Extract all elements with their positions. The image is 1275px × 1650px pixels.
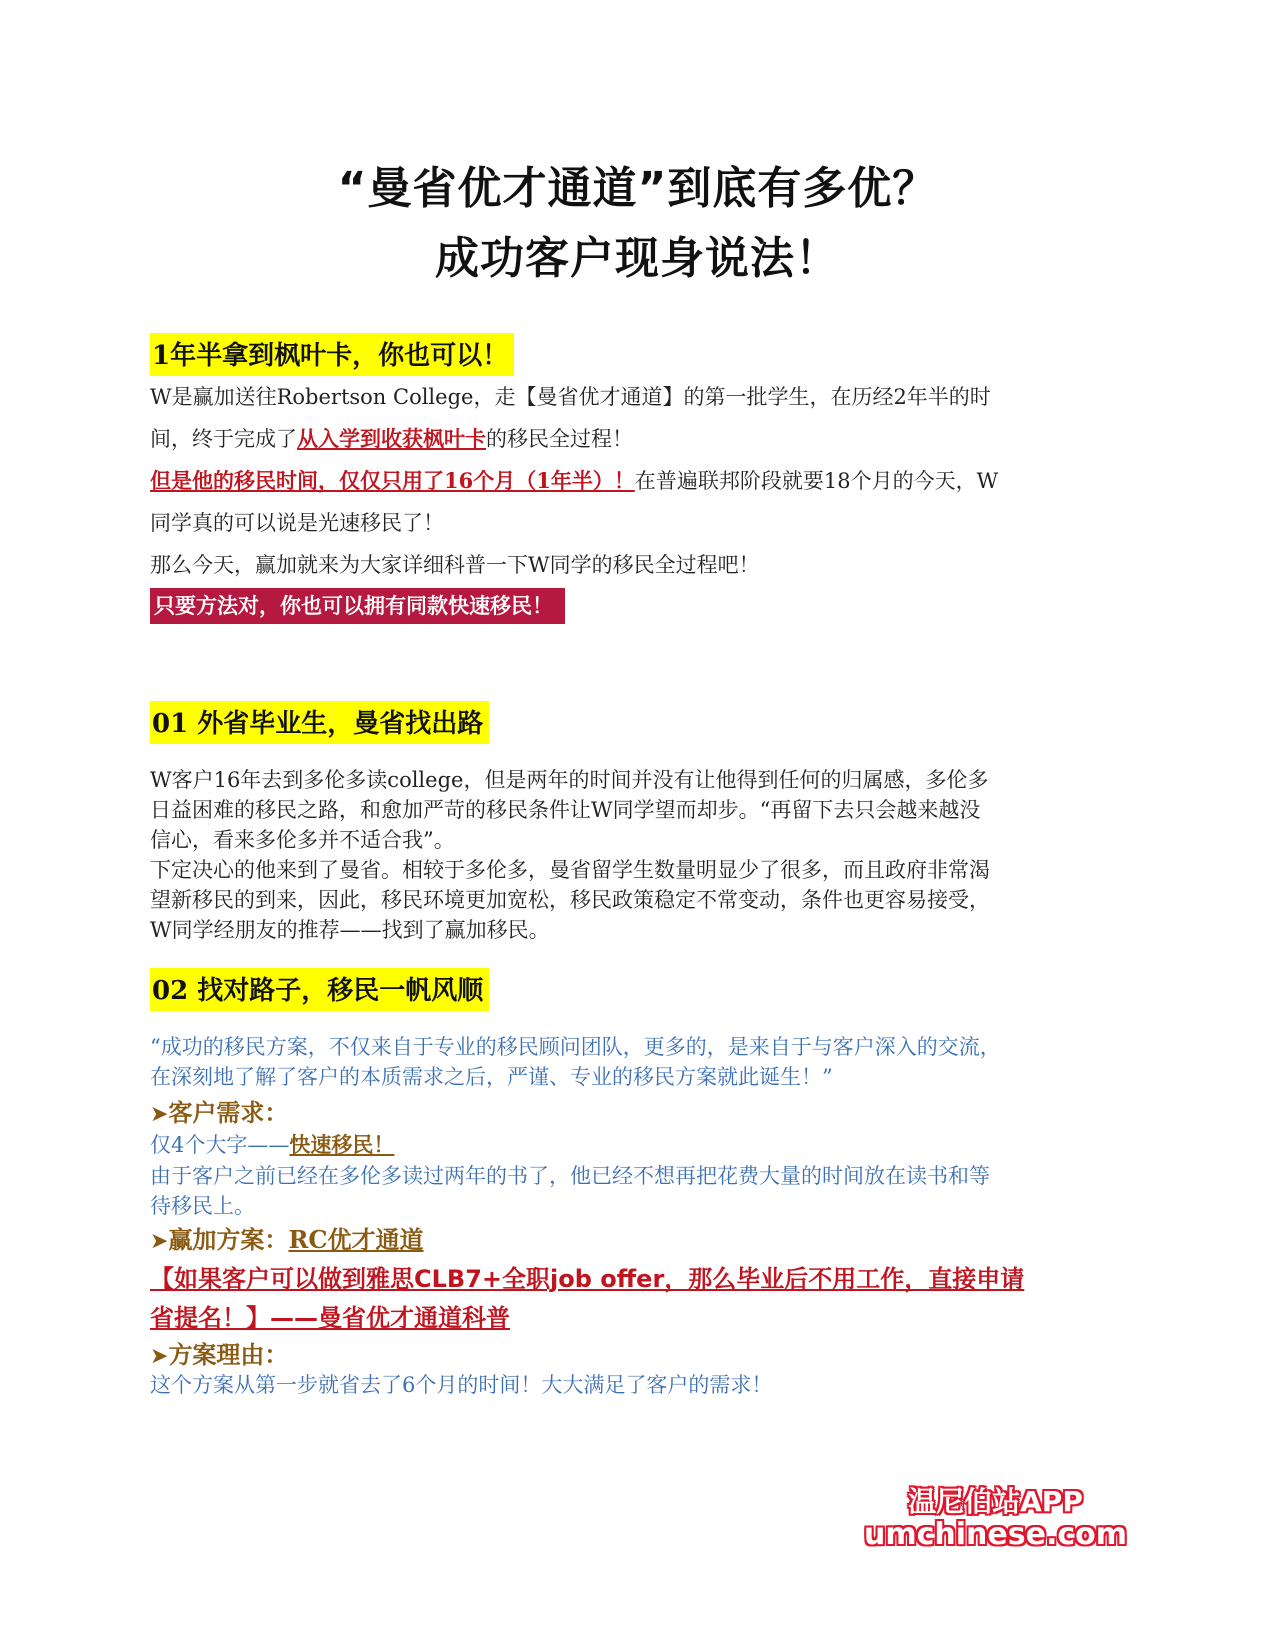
plan-red-line-2: 省提名！】——曼省优才通道科普	[150, 1304, 510, 1332]
client-need-line-2: 由于客户之前已经在多伦多读过两年的书了，他已经不想再把花费大量的时间放在读书和等	[150, 1164, 990, 1188]
quote-line-2: 在深刻地了解了客户的本质需求之后，严谨、专业的移民方案就此诞生！”	[150, 1065, 833, 1089]
plan-heading	[150, 1220, 423, 1255]
client-need-heading	[150, 1093, 288, 1128]
section-heading-02: 02 找对路子，移民一帆风顺	[150, 968, 489, 1011]
page-title-line-1: “曼省优才通道”到底有多优？	[337, 163, 938, 214]
section1-line-6: W同学经朋友的推荐——找到了赢加移民。	[150, 918, 550, 942]
intro-text-b: 的移民全过程！	[486, 427, 633, 451]
section-heading-01: 01 外省毕业生，曼省找出路	[150, 701, 489, 744]
client-need-line-3: 待移民上。	[150, 1194, 255, 1218]
plan-label: 赢加方案：	[168, 1225, 289, 1254]
client-need-emphasis: 快速移民！	[289, 1132, 395, 1157]
reason-label: 方案理由：	[168, 1340, 289, 1369]
section-heading-intro: 1年半拿到枫叶卡，你也可以！	[150, 333, 514, 376]
section1-line-4: 下定决心的他来到了曼省。相较于多伦多，曼省留学生数量明显少了很多，而且政府非常渴	[150, 858, 990, 882]
arrow-icon: ➤	[150, 1102, 169, 1127]
section1-line-2: 日益困难的移民之路，和愈加严苛的移民条件让W同学望而却步。“再留下去只会越来越没	[150, 798, 981, 822]
intro-text-a: 间，终于完成了	[150, 427, 297, 451]
intro-red-emphasis: 但是他的移民时间，仅仅只用了16个月（1年半）！	[150, 468, 635, 493]
section1-line-3: 信心，看来多伦多并不适合我”。	[150, 828, 455, 852]
arrow-icon: ➤	[150, 1229, 169, 1254]
section1-line-1: W客户16年去到多伦多读college，但是两年的时间并没有让他得到任何的归属感，多伦多	[150, 768, 989, 792]
plan-red-line-1: 【如果客户可以做到雅思CLB7+全职job offer，那么毕业后不用工作，直接申请	[150, 1265, 1025, 1293]
client-need-line-1	[150, 1129, 394, 1159]
section1-line-5: 望新移民的到来，因此，移民环境更加宽松，移民政策稳定不常变动，条件也更容易接受，	[150, 888, 990, 912]
intro-text-c: 在普遍联邦阶段就要18个月的今天，W	[634, 469, 999, 493]
arrow-icon: ➤	[150, 1344, 169, 1369]
intro-paragraph-line-4: 同学真的可以说是光速移民了！	[150, 511, 444, 535]
page-title-line-2: 成功客户现身说法！	[435, 233, 840, 284]
reason-heading	[150, 1335, 288, 1370]
quote-line-1: “成功的移民方案，不仅来自于专业的移民顾问团队，更多的，是来自于与客户深入的交流，	[150, 1035, 1001, 1059]
intro-paragraph-line-5: 那么今天，赢加就来为大家详细科普一下W同学的移民全过程吧！	[150, 553, 760, 577]
watermark-app-name: 温尼伯站APP	[908, 1485, 1083, 1518]
intro-paragraph-line-1: W是赢加送往Robertson College，走【曼省优才通道】的第一批学生，在历经2年半的时	[150, 385, 991, 409]
watermark-domain: umchinese.com	[864, 1517, 1127, 1553]
intro-paragraph-line-2	[150, 423, 633, 453]
reason-line: 这个方案从第一步就省去了6个月的时间！大大满足了客户的需求！	[150, 1373, 773, 1397]
intro-banner: 只要方法对，你也可以拥有同款快速移民！	[150, 588, 565, 624]
watermark-logo	[864, 1486, 1127, 1553]
client-need-text: 仅4个大字——	[150, 1133, 290, 1157]
client-need-label: 客户需求：	[168, 1098, 289, 1127]
plan-link: RC优才通道	[288, 1225, 424, 1254]
intro-paragraph-line-3	[150, 465, 998, 495]
intro-highlight-link: 从入学到收获枫叶卡	[297, 426, 486, 451]
